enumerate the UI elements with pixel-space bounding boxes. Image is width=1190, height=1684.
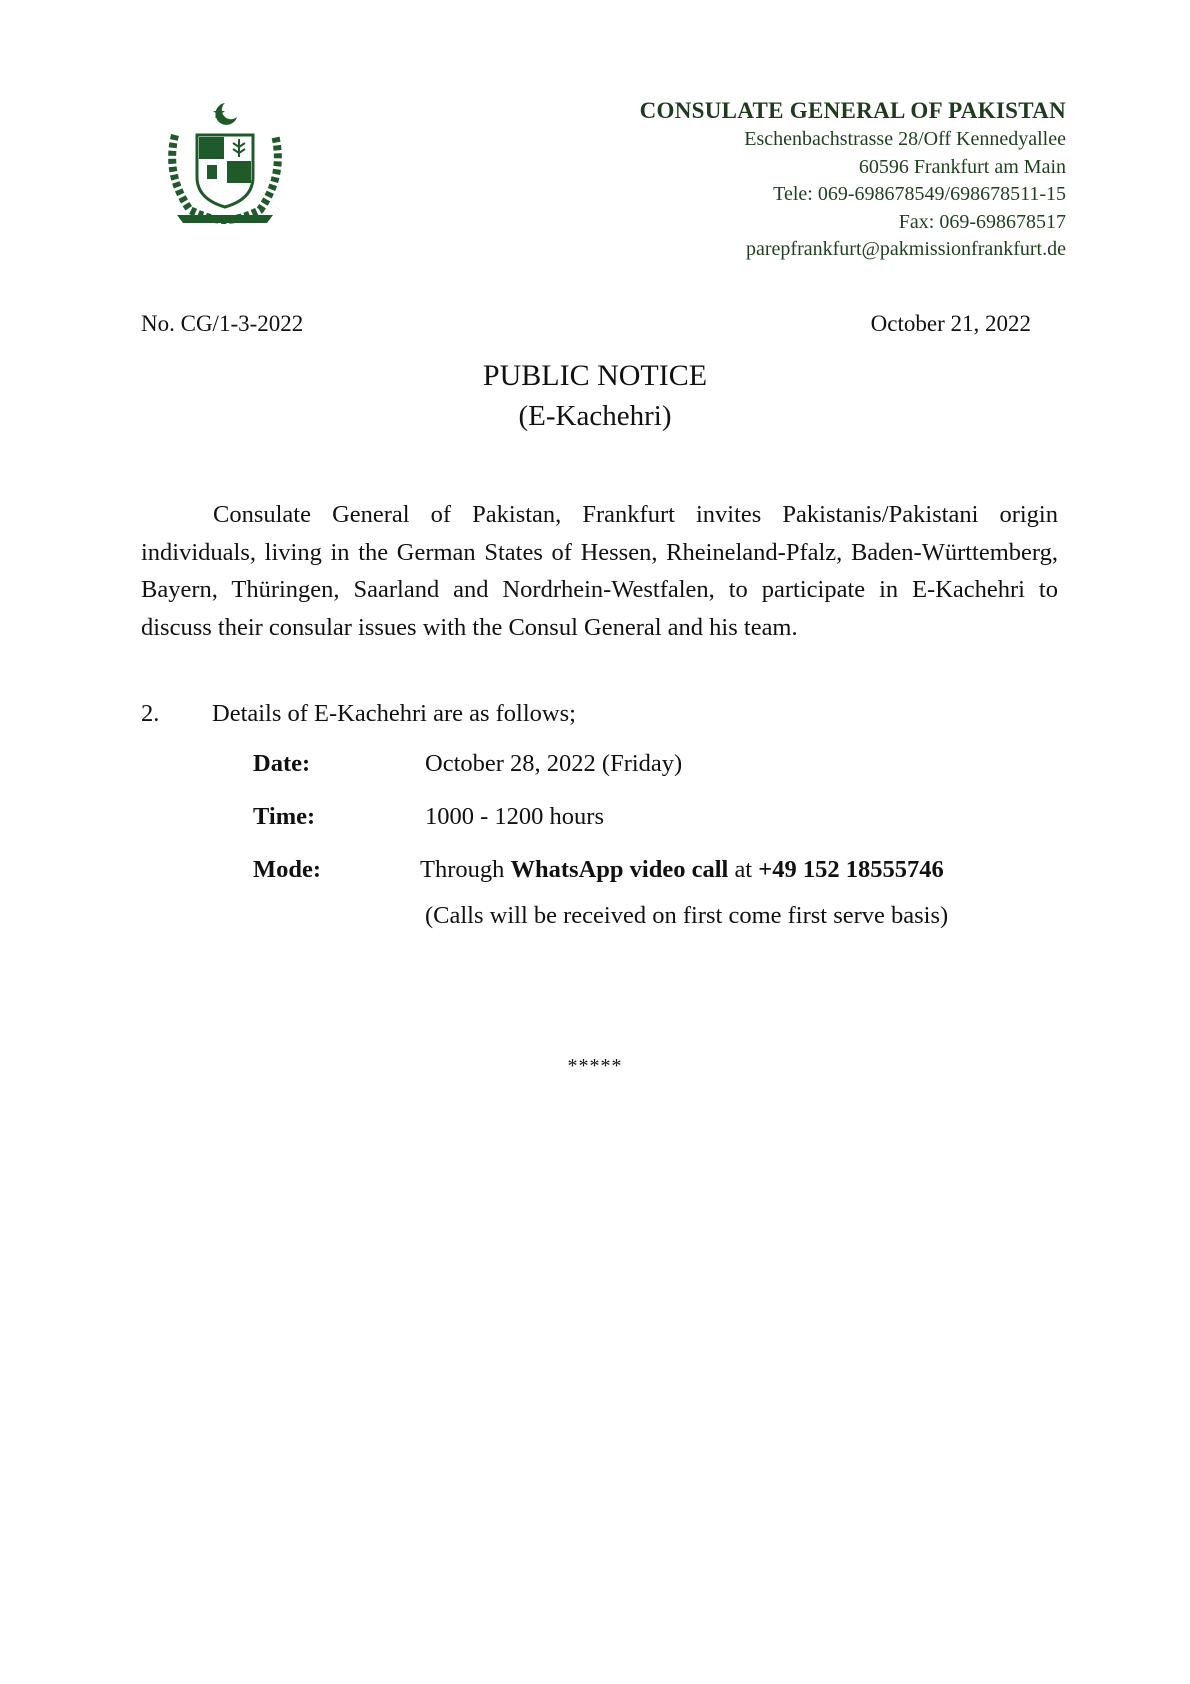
- mode-note: (Calls will be received on first come first serve basis): [425, 902, 949, 929]
- paragraph-1: Consulate General of Pakistan, Frankfurt invites Pakistanis/Pakistani origin individuals, living in the German States of Hessen, Rheineland-Pfalz, Baden-Württemberg, Bayern, Thüringen, Saarland and Nordrhein-Westfalen, to participate in E-Kachehri to discuss their consular issues with the Consul General and his team.: [141, 501, 1058, 641]
- letterhead: [640, 96, 1066, 264]
- organization-name: CONSULATE GENERAL OF PAKISTAN: [639, 98, 1066, 123]
- detail-value: October 28, 2022 (Friday): [425, 750, 683, 777]
- fax: Fax: 069-698678517: [898, 210, 1066, 233]
- end-mark: *****: [567, 1055, 623, 1077]
- page-title: PUBLIC NOTICE: [482, 359, 708, 392]
- email: parepfrankfurt@pakmissionfrankfurt.de: [746, 238, 1066, 260]
- paragraph-2-text: Details of E-Kachehri are as follows;: [212, 700, 576, 727]
- issue-date: October 21, 2022: [870, 311, 1031, 336]
- reference-number: No. CG/1-3-2022: [141, 311, 304, 336]
- paragraph-number: 2.: [141, 700, 160, 727]
- mode-channel: WhatsApp video call: [510, 856, 729, 883]
- telephone: Tele: 069-698678549/698678511-15: [773, 183, 1066, 205]
- mode-connector: at: [728, 856, 759, 883]
- page-subtitle: (E-Kachehri): [518, 400, 672, 432]
- phone-number: +49 152 18555746: [758, 856, 944, 883]
- detail-value: [420, 856, 944, 884]
- mode-prefix: Through: [420, 856, 511, 883]
- address-line-1: Eschenbachstrasse 28/Off Kennedyallee: [744, 128, 1066, 150]
- detail-label: Mode:: [253, 856, 322, 883]
- paragraph-2: [141, 700, 576, 728]
- state-emblem-icon: [155, 95, 295, 235]
- address-line-2: 60596 Frankfurt am Main: [858, 155, 1066, 178]
- detail-value: 1000 - 1200 hours: [425, 803, 604, 830]
- detail-label: Date:: [253, 750, 311, 777]
- detail-label: Time:: [253, 803, 316, 830]
